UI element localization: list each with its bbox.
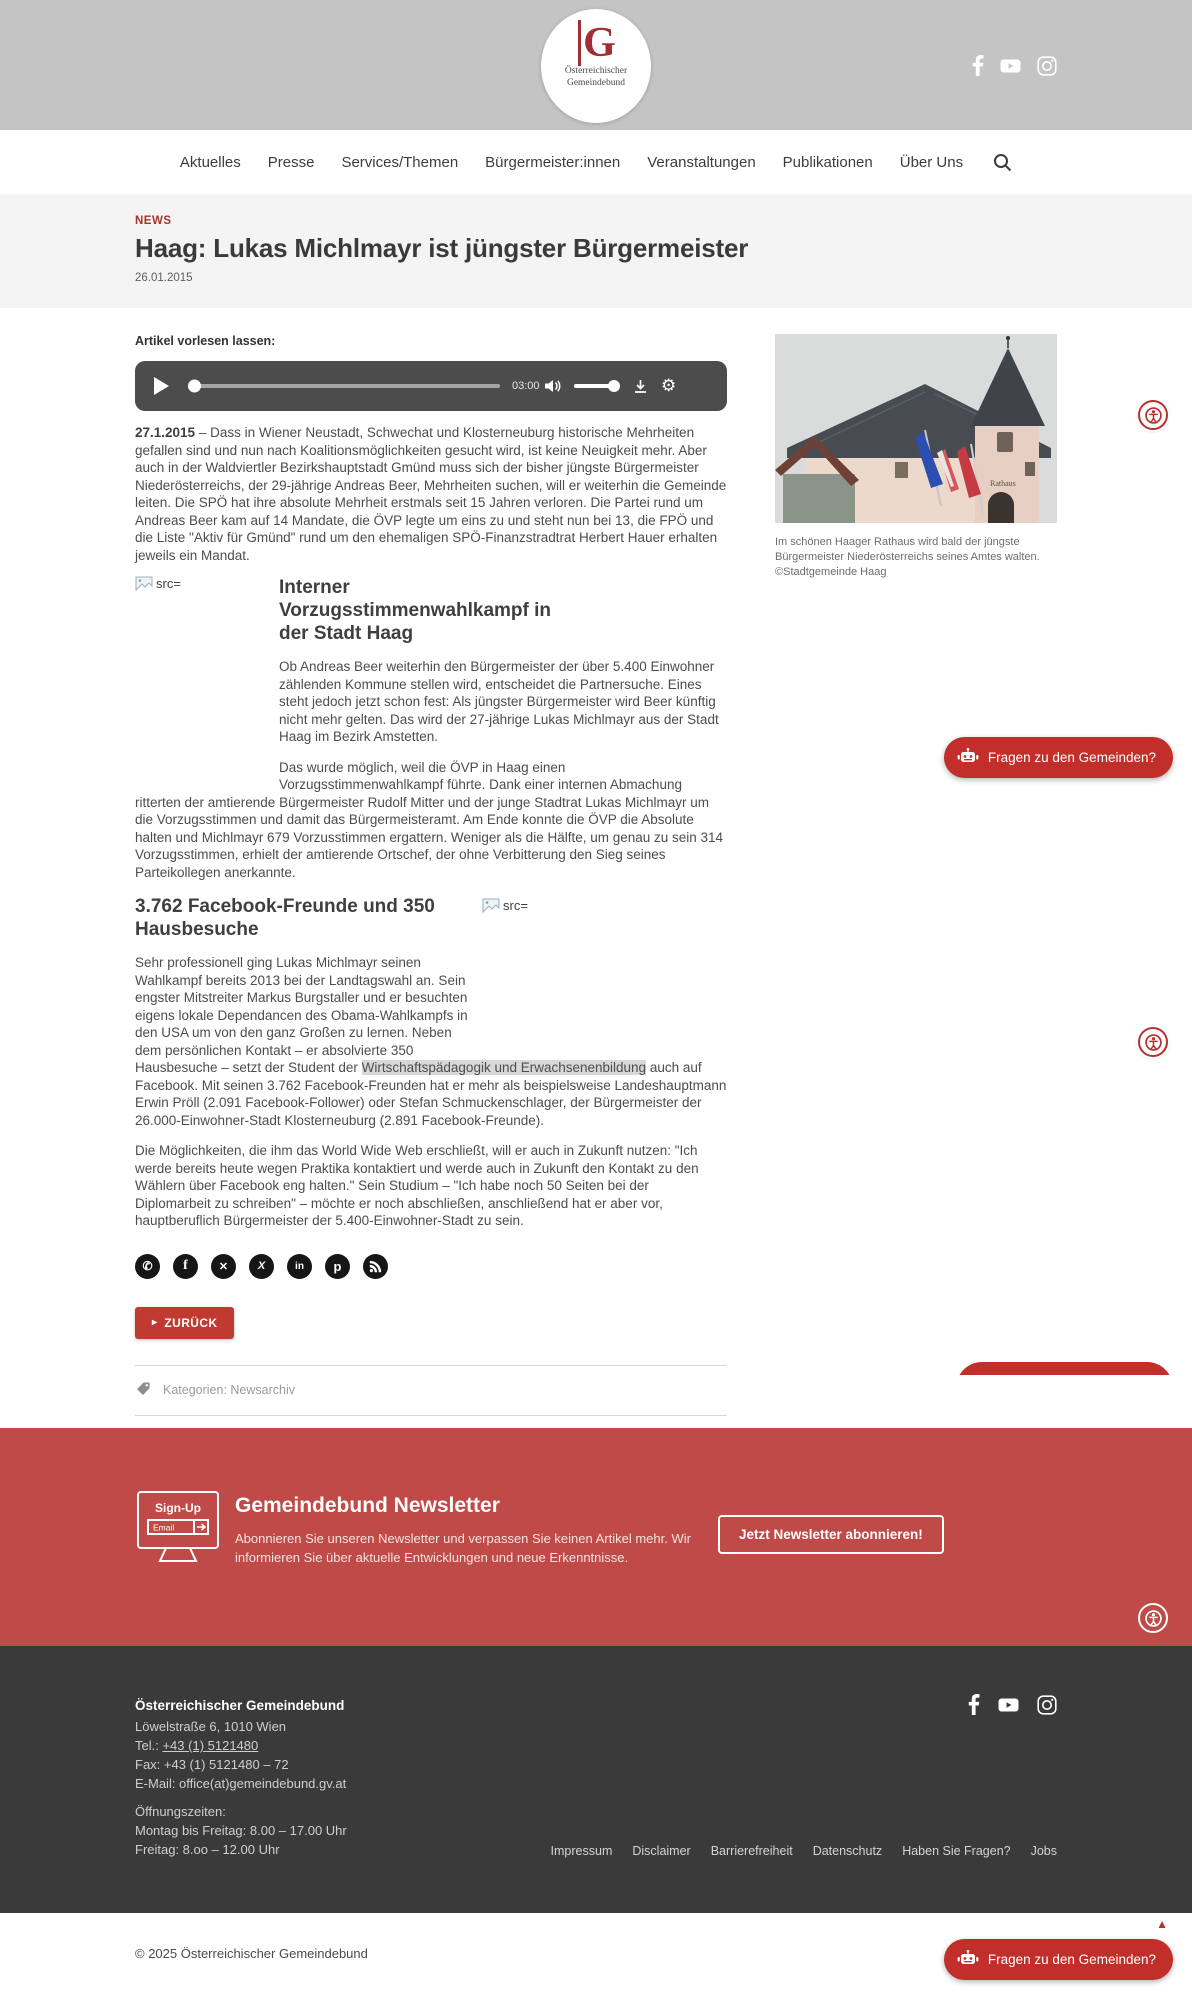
xing-share-icon[interactable]: X <box>249 1254 274 1279</box>
accessibility-widget-button[interactable] <box>1138 1027 1168 1057</box>
scroll-to-top-icon[interactable]: ▲ <box>1156 1917 1168 1931</box>
broken-image-icon <box>135 576 181 591</box>
progress-bar[interactable] <box>190 384 500 388</box>
svg-text:Sign-Up: Sign-Up <box>155 1501 201 1515</box>
site-logo[interactable] <box>541 9 651 123</box>
linkedin-share-icon[interactable]: in <box>287 1254 312 1279</box>
newsletter-subscribe-button[interactable]: Jetzt Newsletter abonnieren! <box>718 1515 944 1554</box>
footer-hours-label: Öffnungszeiten: <box>135 1804 226 1819</box>
bottom-bar <box>0 1913 1192 2000</box>
footer-hours-2: Freitag: 8.oo – 12.00 Uhr <box>135 1842 280 1857</box>
read-aloud-label: Artikel vorlesen lassen: <box>135 334 276 348</box>
svg-text:Email: Email <box>153 1522 175 1533</box>
article-sidebar <box>775 334 1057 580</box>
pinterest-share-icon[interactable]: p <box>325 1254 350 1279</box>
back-button[interactable]: ▸ ZURÜCK <box>135 1307 234 1339</box>
audio-player <box>135 361 727 411</box>
youtube-icon[interactable] <box>999 56 1022 76</box>
footer-link-barrierefreiheit[interactable]: Barrierefreiheit <box>710 1844 793 1858</box>
whatsapp-share-icon[interactable]: ✆ <box>135 1254 160 1279</box>
newsletter-heading: Gemeindebund Newsletter <box>235 1494 500 1517</box>
categories-row <box>135 1381 727 1400</box>
search-icon[interactable] <box>993 153 1012 172</box>
footer-email: E-Mail: office(at)gemeindebund.gv.at <box>135 1776 347 1791</box>
footer-tel: Tel.: +43 (1) 5121480 <box>135 1738 259 1753</box>
nav-item-ueber-uns[interactable]: Über Uns <box>899 153 964 171</box>
site-header <box>0 0 1192 130</box>
section1-paragraph1: Ob Andreas Beer weiterhin den Bürgermeister der über 5.400 Einwohner zählenden Kommune stellen wird, entscheidet die Partnersuche. Eines steht jedoch jetzt schon fest: Als jüngster Bürgermeister wird Beer künftig nicht mehr gelten. Das wird der 27-jährige Lukas Michlmayr aus der Stadt Haag im Bezirk Amstetten. <box>279 659 719 744</box>
tel-link[interactable]: +43 (1) 5121480 <box>162 1738 259 1753</box>
logo-text-line2: Gemeindebund <box>566 78 626 88</box>
footer-hours-1: Montag bis Freitag: 8.00 – 17.00 Uhr <box>135 1823 347 1838</box>
category-label: NEWS <box>135 215 172 227</box>
facebook-icon[interactable] <box>972 55 984 76</box>
footer-links <box>551 1844 1057 1858</box>
duration-time: 03:00 <box>512 380 540 392</box>
broken-image-icon <box>482 898 528 913</box>
youtube-icon[interactable] <box>997 1695 1020 1715</box>
nav-item-aktuelles[interactable]: Aktuelles <box>179 153 241 171</box>
logo-text-line1: Österreichischer <box>564 66 628 76</box>
article-content <box>0 308 1192 1428</box>
gear-icon[interactable]: ⚙ <box>661 375 677 396</box>
site-footer <box>0 1646 1192 1913</box>
article-intro-paragraph: 27.1.2015 – Dass in Wiener Neustadt, Schwechat und Klosterneuburg historische Mehrheiten gefallen sind und nun nach Koalitionsmöglichkeiten gesucht wird, ist keine Neuigkeit mehr. Aber auch in der Waldviertler Bezirkshauptstadt Gmünd muss sich der bisher jüngste Bürgermeister Niederösterreichs, der 29-jährige Andreas Beer, Mehrheiten suchen, will er weiterhin die Gemeinde leiten. Die SPÖ hat ihre absolute Mehrheit erstmals seit 15 Jahren verloren. Die Partei rund um Andreas Beer kam auf 14 Mandate, die ÖVP legte um eins zu und steht nun bei 13, die FPÖ und die Liste "Aktiv für Gmünd" rund um den ehemaligen SPÖ-Finanzstradtrat Herbert Hauer erhalten jeweils ein Mandat. <box>135 425 727 563</box>
footer-address: Löwelstraße 6, 1010 Wien <box>135 1719 287 1734</box>
instagram-icon[interactable] <box>1037 56 1057 76</box>
section1-paragraph2: Das wurde möglich, weil die ÖVP in Haag einen Vorzugsstimmenwahlkampf führte. Dank einer internen Abmachung ritterten der amtierende Bürgermeister Rudolf Mitter und der junge Stadtrat Lukas Michlmayr um die Vorzugsstimmen und damit das Bürgermeisteramt. Am Ende konnte die ÖVP die Absolute halten und Michlmayr 679 Vorzusstimmen ergattern. Weniger als die Hälfte, um genau zu sein 314 Vorzugsstimmen, erhielt der amtierende Ortschef, der ohne Verbitterung den Sieg seines Parteikollegen anerkannte. <box>135 759 724 880</box>
footer-link-disclaimer[interactable]: Disclaimer <box>632 1844 691 1858</box>
newsletter-text: Abonnieren Sie unseren Newsletter und verpassen Sie keinen Artikel mehr. Wir informieren Sie über aktuelle Entwicklungen und neue Erkenntnisse. <box>235 1531 691 1565</box>
article-section-2 <box>135 895 727 1129</box>
accessibility-widget-button[interactable] <box>1138 1603 1168 1633</box>
copyright-text: © 2025 Österreichischer Gemeindebund <box>135 1946 368 1961</box>
footer-link-impressum[interactable]: Impressum <box>550 1844 613 1858</box>
facebook-icon[interactable] <box>968 1694 980 1715</box>
footer-fax: Fax: +43 (1) 5121480 – 72 <box>135 1757 289 1772</box>
footer-link-fragen[interactable]: Haben Sie Fragen? <box>902 1844 1011 1858</box>
section1-heading: Interner Vorzugsstimmenwahlkampf in der Stadt Haag <box>279 577 552 644</box>
speaker-icon[interactable] <box>545 379 562 393</box>
nav-item-services[interactable]: Services/Themen <box>341 153 459 171</box>
logo-monogram-icon: G <box>541 21 651 65</box>
instagram-icon[interactable] <box>1037 1695 1057 1715</box>
divider <box>135 1365 727 1366</box>
article-date: 26.01.2015 <box>135 272 193 284</box>
accessibility-widget-button[interactable] <box>1138 400 1168 430</box>
robot-icon <box>957 1949 979 1970</box>
footer-org-name: Österreichischer Gemeindebund <box>135 1698 345 1713</box>
nav-item-veranstaltungen[interactable]: Veranstaltungen <box>647 153 756 171</box>
section2-heading: 3.762 Facebook-Freunde und 350 Hausbesuche <box>135 896 435 940</box>
newsletter-section <box>0 1428 1192 1646</box>
chat-widget-button-partial[interactable] <box>956 1362 1173 1375</box>
intro-date: 27.1.2015 <box>135 425 196 440</box>
nav-item-buergermeister[interactable]: Bürgermeister:innen <box>485 153 621 171</box>
image-caption: Im schönen Haager Rathaus wird bald der jüngste Bürgermeister Niederösterreichs seines Amtes walten. ©Stadtgemeinde Haag <box>775 536 1040 578</box>
broken-image-alt: src= <box>503 898 528 913</box>
article-section-1 <box>135 576 727 881</box>
nav-item-publikationen[interactable]: Publikationen <box>782 153 873 171</box>
main-nav <box>0 130 1192 194</box>
categories-label[interactable]: Kategorien: Newsarchiv <box>163 1383 296 1397</box>
footer-social-links <box>968 1694 1057 1715</box>
footer-link-jobs[interactable]: Jobs <box>1030 1844 1057 1858</box>
footer-link-datenschutz[interactable]: Datenschutz <box>812 1844 883 1858</box>
progress-thumb[interactable] <box>188 380 201 393</box>
header-social-links <box>972 55 1057 76</box>
nav-item-presse[interactable]: Presse <box>267 153 315 171</box>
rathaus-photo <box>775 334 1057 528</box>
chat-widget-button[interactable]: Fragen zu den Gemeinden? <box>944 1939 1173 1980</box>
volume-thumb[interactable] <box>608 380 620 392</box>
chat-widget-button[interactable]: Fragen zu den Gemeinden? <box>944 737 1173 778</box>
article-closing-paragraph: Die Möglichkeiten, die ihm das World Wide Web erschließt, will er auch in Zukunft nutzen: "Ich werde bereits heute wegen Praktika kontaktiert und werde auch in Zukunft den Kontakt zu den Wählern über Facebook eng halten." Sein Studium – "Ich habe noch 50 Seiten bei der Diplomarbeit zu schreiben" – möchte er noch abschließen, anschließend hat er aber vor, hauptberuflich Bürgermeister der 5.400-Einwohner-Stadt zu sein. <box>135 1143 699 1228</box>
x-twitter-share-icon[interactable]: ✕ <box>211 1254 236 1279</box>
section2-paragraph1: Sehr professionell ging Lukas Michlmayr seinen Wahlkampf bereits 2013 bei der Landtagswahl an. Sein engster Mitstreiter Markus Burgstaller und er besuchten eigens lokale Dependancen des Obama-Wahlkampfs in den USA um von den ganz Großen zu lernen. Neben dem persönlichen Kontakt – er absolvierte 350 Hausbesuche – setzt der Student der Wirtschaftspädagogik und Erwachsenenbildung auch auf Facebook. Mit seinen 3.762 Facebook-Freunden hat er mehr als beispielsweise Landeshauptmann Erwin Pröll (2.091 Facebook-Follower) oder Stefan Schmuckenschlager, der Bürgermeister der 26.000-Einwohner-Stadt Klosterneuburg (2.891 Facebook-Freunde). <box>135 955 727 1128</box>
tag-icon <box>135 1381 151 1400</box>
download-icon[interactable] <box>633 379 648 394</box>
volume-slider[interactable] <box>574 384 620 388</box>
rss-share-icon[interactable] <box>363 1254 388 1279</box>
play-icon[interactable] <box>154 377 169 395</box>
divider <box>135 1415 727 1416</box>
svg-text:Rathaus: Rathaus <box>990 479 1016 488</box>
back-arrow-icon: ▸ <box>152 1317 158 1328</box>
robot-icon <box>957 747 979 768</box>
share-bar <box>135 1254 727 1279</box>
article-banner <box>0 194 1192 308</box>
highlighted-text: Wirtschaftspädagogik und Erwachsenenbildung <box>361 1060 647 1075</box>
broken-image-alt: src= <box>156 576 181 591</box>
newsletter-signup-icon <box>135 1489 221 1574</box>
facebook-share-icon[interactable]: f <box>173 1254 198 1279</box>
page-title: Haag: Lukas Michlmayr ist jüngster Bürgermeister <box>135 233 749 263</box>
